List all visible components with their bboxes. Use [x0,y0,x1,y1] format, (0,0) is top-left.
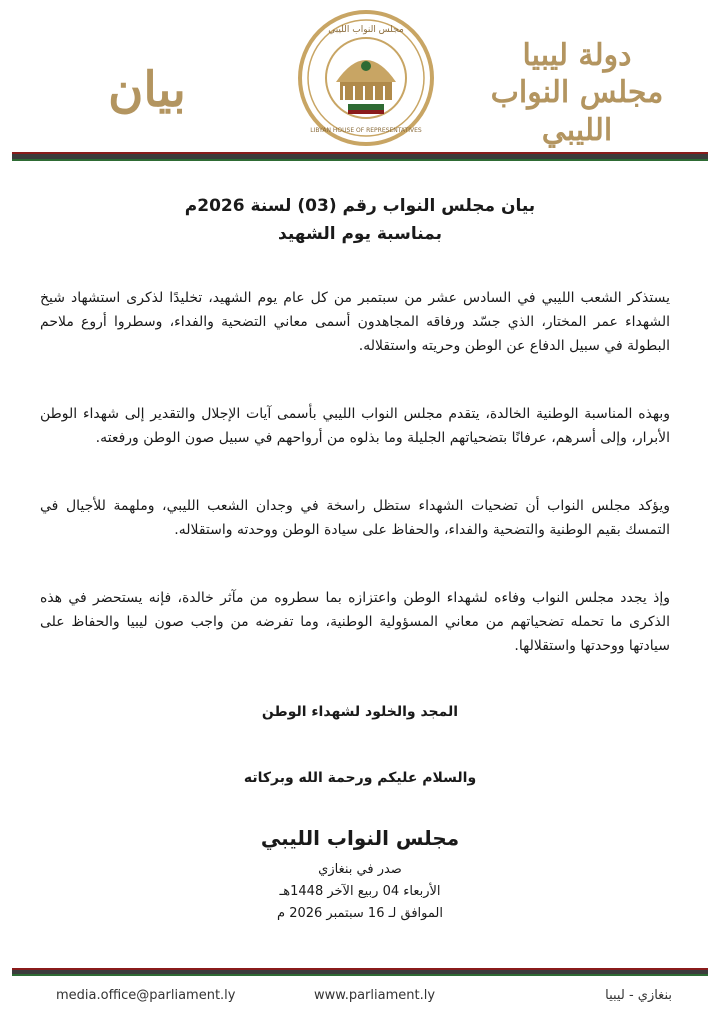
statement-occasion-line: بمناسبة يوم الشهيد [278,224,442,244]
salutation-line: والسلام عليكم ورحمة الله وبركاته [243,770,477,786]
body-paragraph-1: يستذكر الشعب الليبي في السادس عشر من سبتمبر من كل عام يوم الشهيد، تخليدًا لذكرى استشهاد شيخ الشهداء عمر المختار، الذي جسّد ورفاقه المجاهدون أسمى معاني التضحية والفداء، وسطروا أروع ملاحم البطولة في سبيل الدفاع عن الوطن وحريته واستقلاله. [40,290,670,354]
statement-number-line: بيان مجلس النواب رقم (03) لسنة 2026م [184,196,536,216]
body-paragraph-4: وإذ يجدد مجلس النواب وفاءه لشهداء الوطن واعتزازه بما سطروه من مآثر خالدة، فإنه يستحضر في هذه الذكرى ما تحمله تضحياتهم من معاني المسؤولية الوطنية، وما تفرضه من واجب صون ليبيا والحفاظ على سيادتها ووحدتها واستقلالها. [40,590,670,654]
signature-house: مجلس النواب الليبي [260,826,460,850]
footer-website: www.parliament.ly [314,988,436,1003]
house-seal-logo [296,8,436,148]
footer-email: media.office@parliament.ly [56,988,236,1003]
brand-house-name: مجلس النواب الليبي [490,75,664,148]
statement-brand-mark: بيان [108,62,186,118]
body-paragraph-2: وبهذه المناسبة الوطنية الخالدة، يتقدم مجلس النواب الليبي بأسمى آيات الإجلال والتقدير إلى شهداء الوطن الأبرار، وإلى أسرهم، عرفانًا بتضحياتهم الجليلة وما بذلوه من أرواحهم في سبيل صون الوطن ورفعته. [40,406,670,446]
footer-divider-green [12,974,708,976]
issued-date-hijri: الأربعاء 04 ربيع الآخر 1448هـ [279,884,441,899]
seal-arabic-text: مجلس النواب الليبي [328,25,404,35]
body-paragraph-3: ويؤكد مجلس النواب أن تضحيات الشهداء ستظل راسخة في وجدان الشعب الليبي، وملهمة للأجيال في التمسك بقيم الوطنية والتضحية والفداء، والحفاظ على سيادة الوطن ووحدته واستقلاله. [40,498,670,538]
letterhead [0,0,720,160]
glory-line: المجد والخلود لشهداء الوطن [261,704,459,720]
issued-date-gregorian: الموافق لـ 16 سبتمبر 2026 م [277,906,443,921]
seal-english-text: LIBYAN HOUSE OF REPRESENTATIVES [310,127,422,134]
statement-title [60,192,660,248]
issued-place: صدر في بنغازي [318,862,402,877]
state-brand-mark [462,38,692,150]
brand-state-name: دولة ليبيا [522,38,632,73]
footer-city: بنغازي - ليبيا [605,988,672,1003]
header-divider-green [12,159,708,161]
